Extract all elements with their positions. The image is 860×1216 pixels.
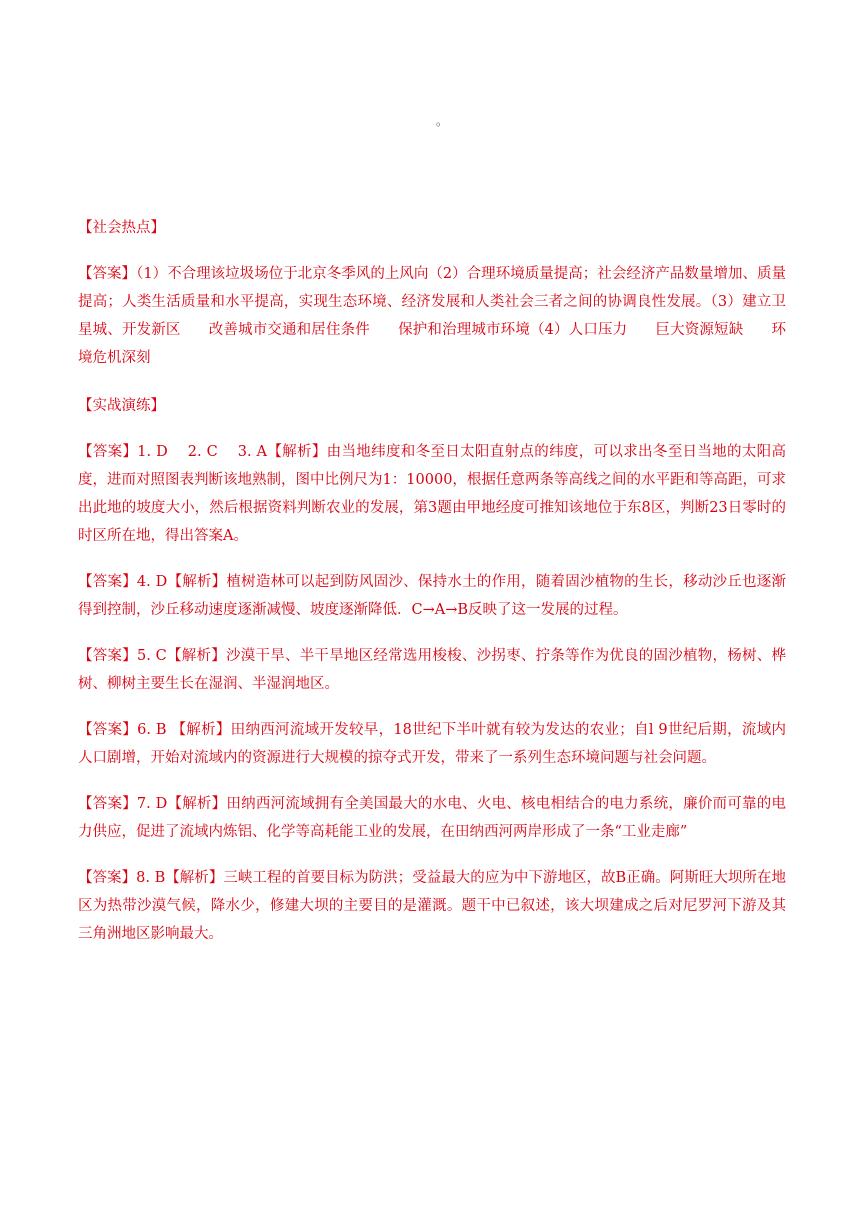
practice-answer-5: 【答案】5. C【解析】沙漠干旱、半干旱地区经常选用梭梭、沙拐枣、拧条等作为优良的固沙植物，杨树、桦树、柳树主要生长在湿润、半湿润地区。 bbox=[78, 648, 786, 692]
answer-text-part4: 巨大资源短缺 bbox=[655, 322, 744, 338]
answer-label: 【答案】 bbox=[78, 266, 137, 282]
answer-text-part5: 环境危机深刻 bbox=[78, 322, 787, 366]
section-heading-practice: 【实战演练】 bbox=[78, 398, 165, 414]
document-body bbox=[78, 214, 786, 966]
practice-answer-1-3: 【答案】1. D 2. C 3. A【解析】由当地纬度和冬至日太阳直射点的纬度，可以求出冬至日当地的太阳高度，进而对照图表判断该地熟制，图中比例尺为1：10000，根据任意两条等高线之间的水平距和等高距，可求出此地的坡度大小，然后根据资料判断农业的发展，第3题由甲地经度可推知该地位于东8区，判断23日零时的时区所在地，得出答案A。 bbox=[78, 444, 786, 544]
answer-paragraph-hot-topic bbox=[78, 260, 786, 372]
answer-text-part1: （1）不合理该垃圾场位于北京冬季风的上风向（2）合理环境质量提高；社会经济产品数量增加、质量提高；人类生活质量和水平提高，实现生态环境、经济发展和人类社会三者之间的协调良性发展。（3）建立卫星城、开发新区 bbox=[78, 266, 787, 338]
answer-text-part2: 改善城市交通和居住条件 bbox=[208, 322, 370, 338]
answer-text-part3: 保护和治理城市环境（4）人口压力 bbox=[397, 322, 628, 338]
practice-answer-6: 【答案】6. B 【解析】田纳西河流域开发较早，18世纪下半叶就有较为发达的农业；自l 9世纪后期，流域内人口剧增，开始对流域内的资源进行大规模的掠夺式开发，带来了一系列生态环境问题与社会问题。 bbox=[78, 722, 786, 766]
practice-answer-7: 【答案】7. D【解析】田纳西河流域拥有全美国最大的水电、火电、核电相结合的电力系统，廉价而可靠的电力供应，促进了流域内炼铝、化学等高耗能工业的发展，在田纳西河两岸形成了一条“工业走廊” bbox=[78, 796, 786, 840]
practice-answer-8: 【答案】8. B【解析】三峡工程的首要目标为防洪；受益最大的应为中下游地区，故B正确。阿斯旺大坝所在地区为热带沙漠气候，降水少，修建大坝的主要目的是灌溉。题干中已叙述，该大坝建成之后对尼罗河下游及其三角洲地区影响最大。 bbox=[78, 870, 786, 942]
practice-answer-4: 【答案】4. D【解析】植树造林可以起到防风固沙、保持水土的作用，随着固沙植物的生长，移动沙丘也逐渐得到控制，沙丘移动速度逐渐减慢、坡度逐渐降低．C→A→B反映了这一发展的过程。 bbox=[78, 574, 786, 618]
section-heading-hot-topic: 【社会热点】 bbox=[78, 220, 165, 236]
page-top-mark: 。 bbox=[436, 114, 449, 128]
